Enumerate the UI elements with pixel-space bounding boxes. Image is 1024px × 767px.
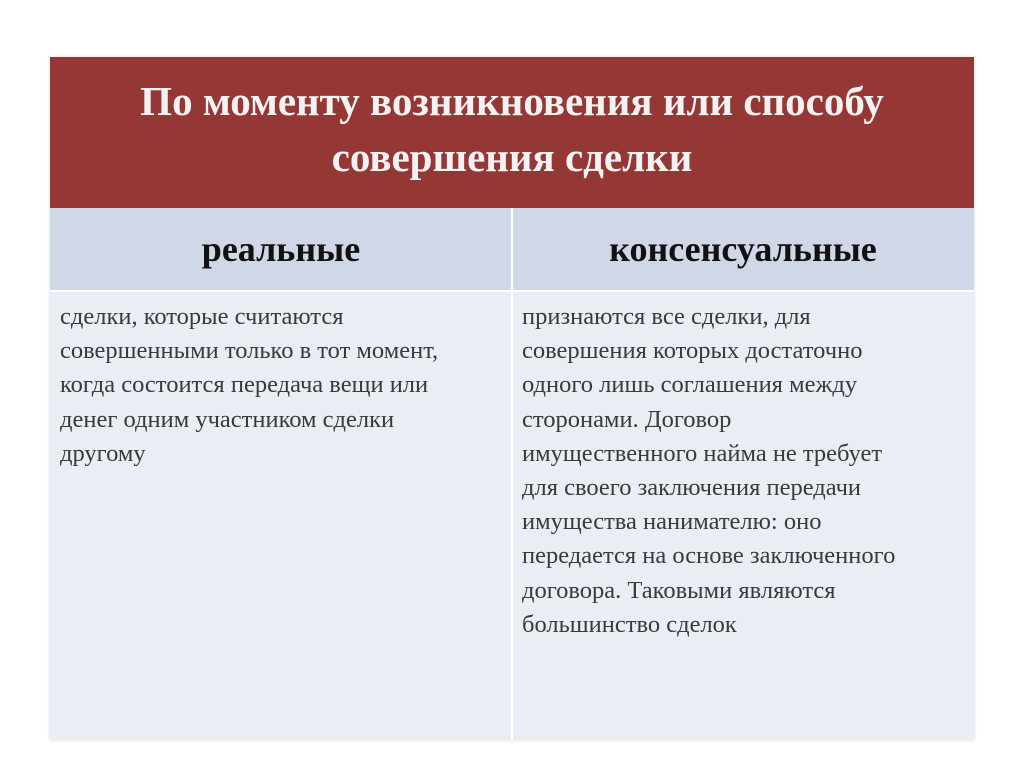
table-title: По моменту возникновения или способу совершения сделки	[140, 77, 884, 180]
column-header-real: реальные	[201, 229, 361, 269]
comparison-table	[50, 57, 974, 740]
cell-consensual-description: признаются все сделки, для совершения которых достаточно одного лишь соглашения между сторонами. Договор имущественного найма не требует для своего заключения передачи имущества нанимателю: оно передается на основе заключенного договора. Таковыми являются большинство сделок	[522, 303, 896, 638]
column-header-consensual: консенсуальные	[609, 229, 877, 269]
column-divider	[511, 208, 513, 740]
cell-real-description: сделки, которые считаются совершенными только в тот момент, когда состоится передача вещи или денег одним участником сделки другому	[60, 303, 439, 467]
table-title-row	[50, 57, 974, 208]
